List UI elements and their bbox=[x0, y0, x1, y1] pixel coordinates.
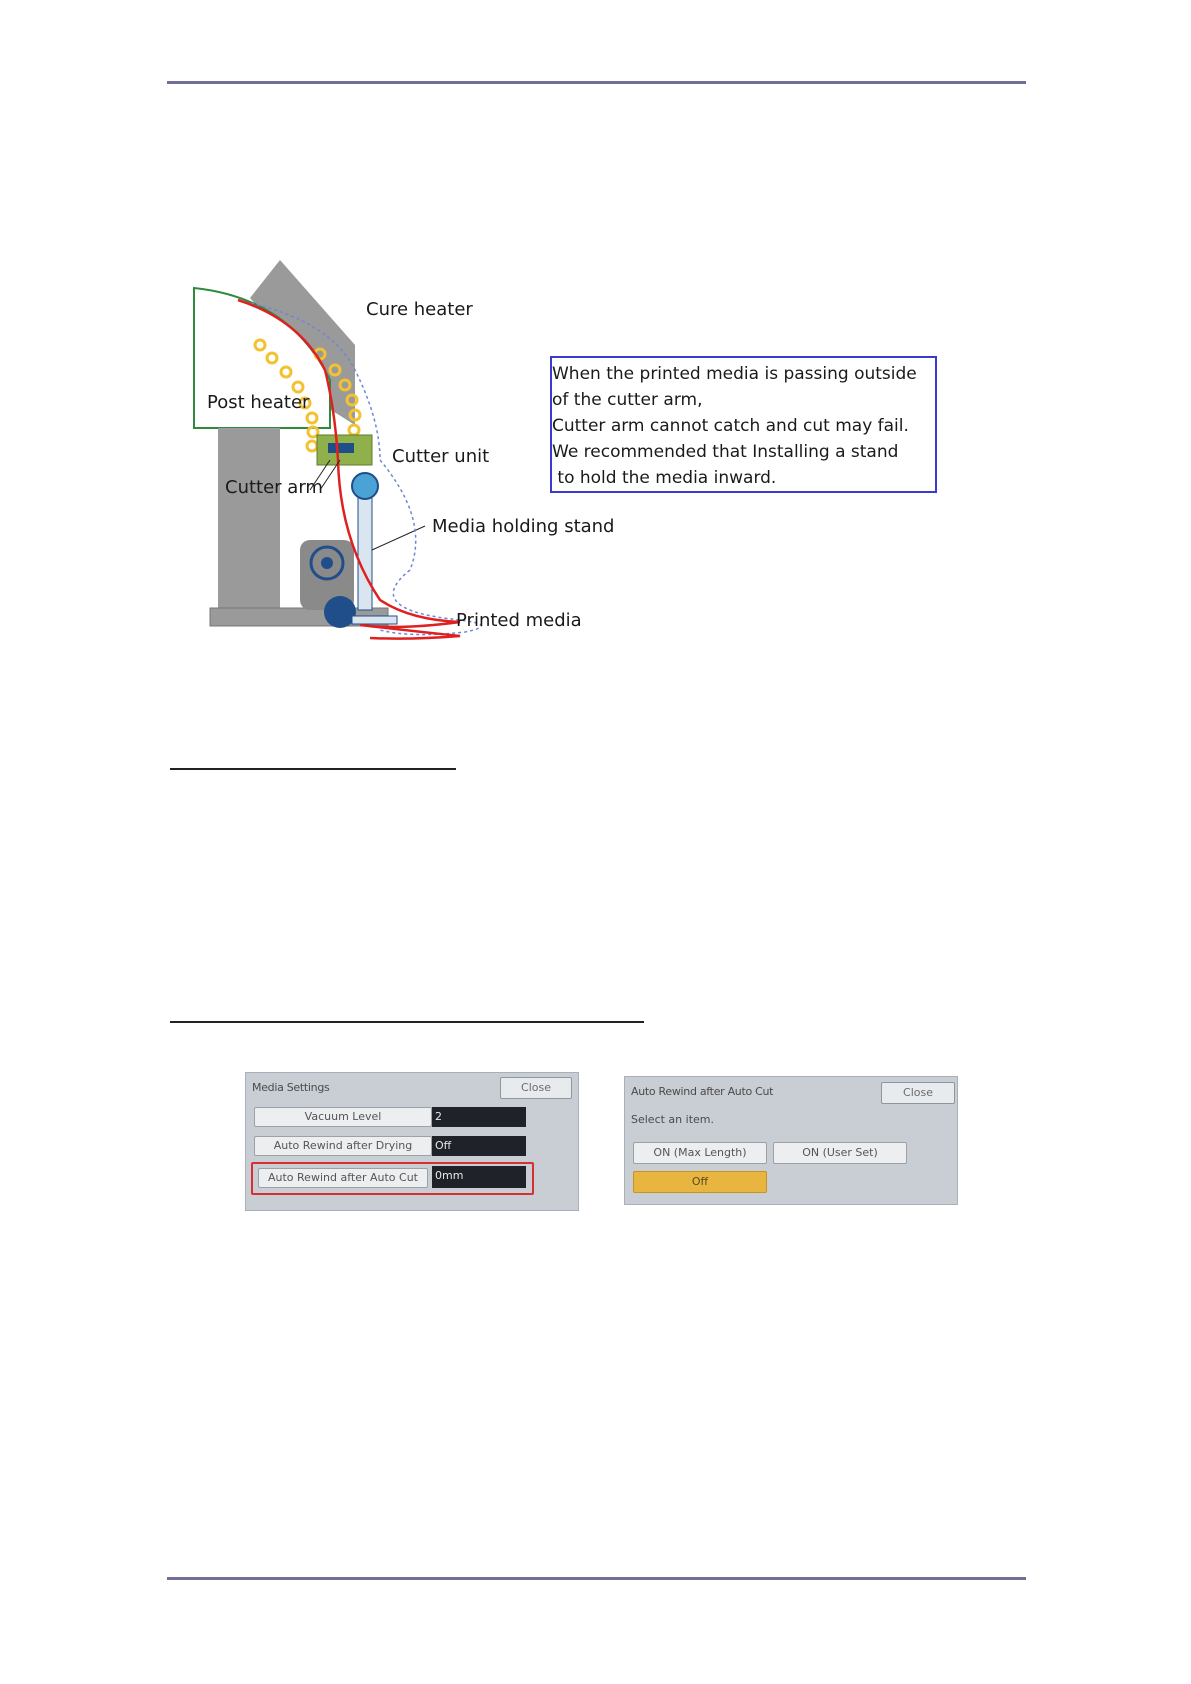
option-on-max-length[interactable]: ON (Max Length) bbox=[633, 1142, 767, 1164]
close-button[interactable]: Close bbox=[500, 1077, 572, 1099]
auto-rewind-auto-cut-value: 0mm bbox=[432, 1166, 526, 1188]
label-post-heater: Post heater bbox=[207, 392, 310, 413]
option-on-user-set[interactable]: ON (User Set) bbox=[773, 1142, 907, 1164]
header-rule bbox=[167, 81, 1026, 84]
bottom-roller bbox=[324, 596, 356, 628]
note-box bbox=[550, 356, 937, 493]
footer-rule bbox=[167, 1577, 1026, 1580]
close-button[interactable]: Close bbox=[881, 1082, 955, 1104]
auto-rewind-auto-cut-button[interactable]: Auto Rewind after Auto Cut bbox=[258, 1168, 428, 1188]
section-heading-underline bbox=[170, 768, 456, 770]
panel-title: Media Settings bbox=[252, 1081, 330, 1094]
cutter-arm-part bbox=[328, 443, 354, 453]
note-line: Cutter arm cannot catch and cut may fail. bbox=[552, 416, 909, 436]
cutter-column bbox=[218, 428, 280, 608]
vacuum-level-button[interactable]: Vacuum Level bbox=[254, 1107, 432, 1127]
stand-roller bbox=[352, 473, 378, 499]
label-cutter-unit: Cutter unit bbox=[392, 446, 490, 467]
media-settings-panel bbox=[245, 1072, 579, 1211]
label-cutter-arm: Cutter arm bbox=[225, 477, 323, 498]
auto-rewind-drying-value: Off bbox=[432, 1136, 526, 1156]
auto-rewind-panel bbox=[624, 1076, 958, 1205]
note-line: When the printed media is passing outside bbox=[552, 364, 917, 384]
label-cure-heater: Cure heater bbox=[366, 299, 473, 320]
select-prompt: Select an item. bbox=[631, 1113, 714, 1126]
section-heading-underline bbox=[170, 1021, 644, 1023]
panel-title: Auto Rewind after Auto Cut bbox=[631, 1085, 774, 1098]
vacuum-level-value: 2 bbox=[432, 1107, 526, 1127]
option-off[interactable]: Off bbox=[633, 1171, 767, 1193]
media-holding-stand-shape bbox=[358, 492, 372, 610]
label-printed-media: Printed media bbox=[456, 610, 582, 631]
auto-rewind-drying-button[interactable]: Auto Rewind after Drying bbox=[254, 1136, 432, 1156]
note-line: of the cutter arm, bbox=[552, 390, 703, 410]
note-line: We recommended that Installing a stand bbox=[552, 442, 899, 462]
label-media-holding-stand: Media holding stand bbox=[432, 516, 615, 537]
note-line: to hold the media inward. bbox=[552, 468, 777, 488]
